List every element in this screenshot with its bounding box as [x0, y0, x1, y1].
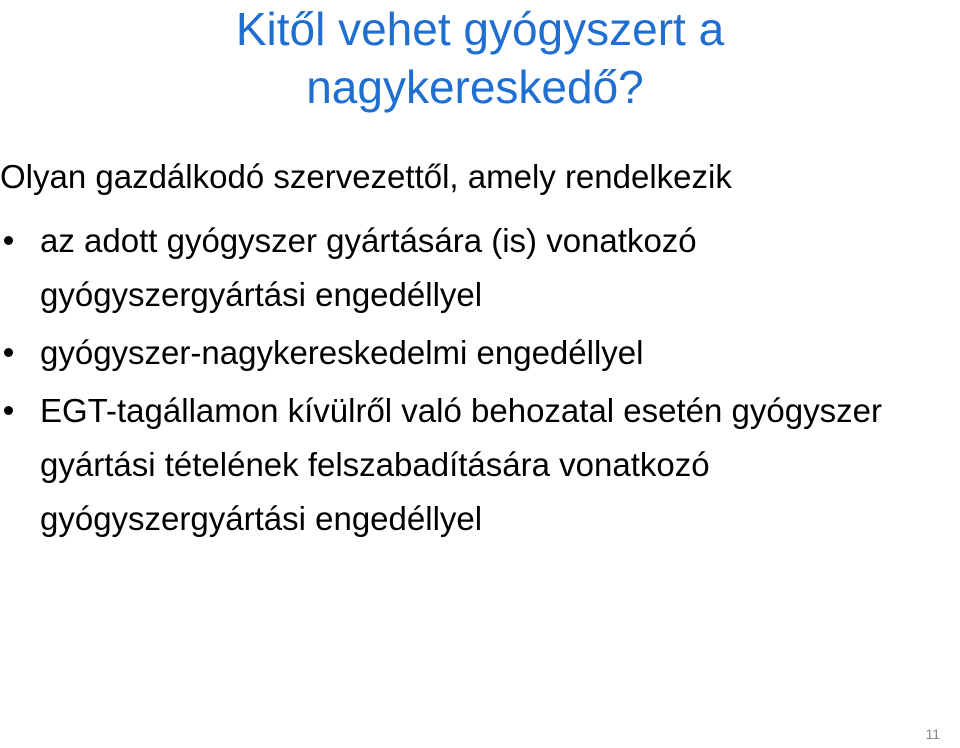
page-number: 11: [925, 726, 940, 742]
bullet-text: az adott gyógyszer gyártására (is) vonatkozó gyógyszergyártási engedéllyel: [40, 222, 697, 313]
bullet-dot-icon: [4, 348, 13, 357]
bullet-text: gyógyszer-nagykereskedelmi engedéllyel: [40, 334, 644, 371]
bullet-item: [0, 214, 950, 322]
bullet-item: [0, 384, 950, 546]
slide-title-line-2: nagykereskedő?: [306, 61, 644, 113]
slide-title-line-1: Kitől vehet gyógyszert a: [235, 3, 725, 55]
intro-text: Olyan gazdálkodó szervezettől, amely rendelkezik: [0, 158, 732, 195]
bullet-item: [0, 326, 950, 380]
slide-title: [0, 0, 960, 116]
bullet-text: EGT-tagállamon kívülről való behozatal esetén gyógyszer gyártási tételének felszabadítására vonatkozó gyógyszergyártási engedéllyel: [40, 392, 882, 537]
bullet-dot-icon: [4, 236, 13, 245]
bullet-list: [0, 214, 950, 546]
bullet-dot-icon: [4, 406, 13, 415]
